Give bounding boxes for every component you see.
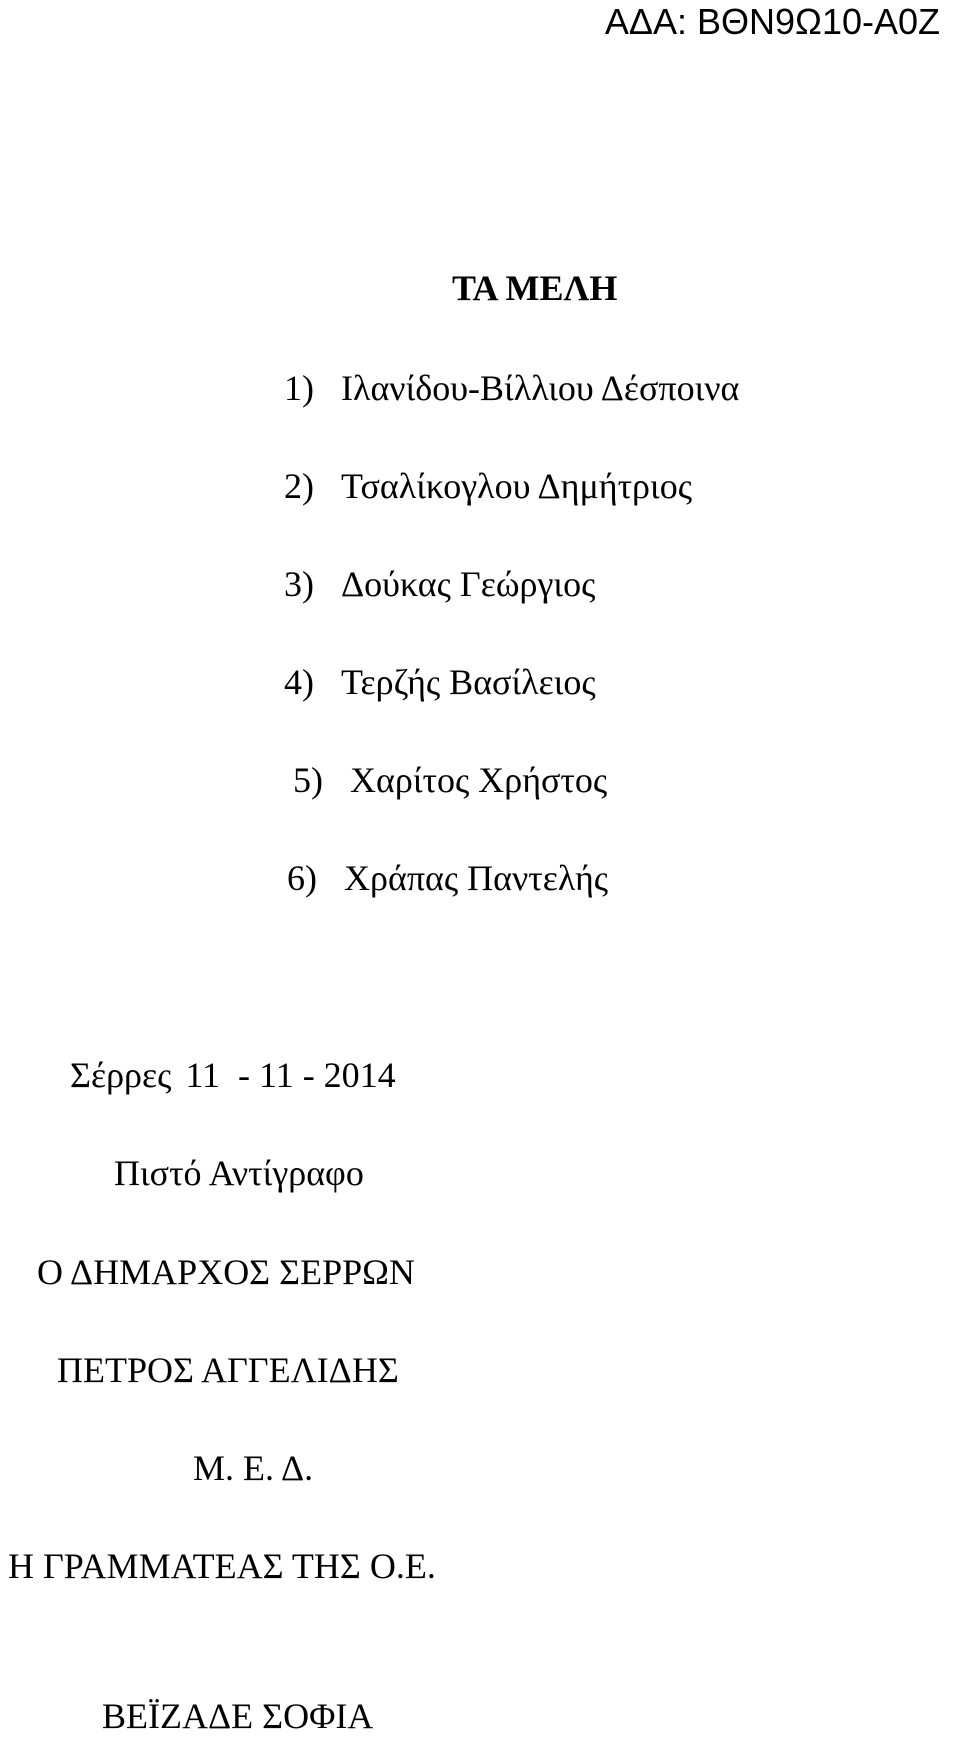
member-number: 5) [293, 760, 323, 800]
member-item [284, 660, 596, 704]
city-name: Σέρρες [70, 1055, 172, 1095]
member-number: 1) [284, 368, 314, 408]
member-name: Τερζής Βασίλειος [341, 662, 596, 702]
member-name: Ιλανίδου-Βίλλιου Δέσποινα [341, 368, 740, 408]
member-name: Δούκας Γεώργιος [341, 564, 596, 604]
ada-code: ΑΔΑ: ΒΘΝ9Ω10-Α0Ζ [604, 1, 940, 42]
document-date: 11 - 11 - 2014 [185, 1055, 396, 1095]
member-item [287, 856, 608, 900]
mayor-title: Ο ΔΗΜΑΡΧΟΣ ΣΕΡΡΩΝ [37, 1252, 415, 1292]
member-number: 6) [287, 858, 317, 898]
mayor-name: ΠΕΤΡΟΣ ΑΓΓΕΛΙΔΗΣ [57, 1350, 399, 1390]
member-name: Χράπας Παντελής [344, 858, 609, 898]
secretary-title: Η ΓΡΑΜΜΑΤΕΑΣ ΤΗΣ Ο.Ε. [8, 1546, 436, 1586]
member-item [284, 464, 692, 508]
member-number: 4) [284, 662, 314, 702]
members-title: ΤΑ ΜΕΛΗ [452, 268, 618, 308]
member-item [293, 758, 607, 802]
certified-copy-label: Πιστό Αντίγραφο [114, 1153, 364, 1193]
member-name: Χαρίτος Χρήστος [350, 760, 608, 800]
member-name: Τσαλίκογλου Δημήτριος [341, 466, 692, 506]
place-date-line [70, 1053, 396, 1097]
member-number: 3) [284, 564, 314, 604]
member-item [284, 562, 595, 606]
med-label: Μ. Ε. Δ. [193, 1448, 314, 1488]
member-number: 2) [284, 466, 314, 506]
member-item [284, 366, 739, 410]
secretary-name: ΒΕΪΖΑΔΕ ΣΟΦΙΑ [102, 1696, 374, 1736]
